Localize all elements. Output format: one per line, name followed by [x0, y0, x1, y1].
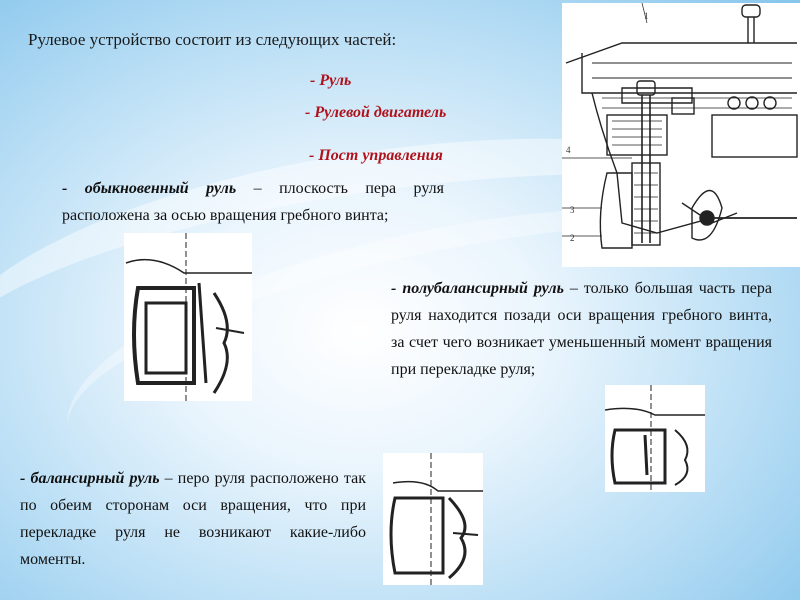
- semi-balanced-rudder-term: - полубалансирный руль: [391, 280, 564, 297]
- part-rudder: - Руль: [310, 72, 352, 89]
- ordinary-rudder-desc: – плоскость пера руля расположена за осью вращения гребного винта;: [62, 180, 444, 224]
- balanced-rudder-term: - балансирный руль: [20, 470, 160, 487]
- part-control-post: - Пост управления: [309, 147, 443, 164]
- diagram-label: 1: [644, 11, 649, 21]
- ordinary-rudder-sketch: [124, 233, 252, 401]
- diagram-label: 3: [570, 205, 575, 215]
- diagram-label: 4: [566, 145, 571, 155]
- diagram-label: 2: [570, 233, 575, 243]
- balanced-rudder-desc: – перо руля расположено так по обеим сторонам оси вращения, что при перекладке руля не возникают какие-либо моменты.: [20, 470, 366, 568]
- semi-balanced-rudder-text: [391, 275, 772, 383]
- part-steering-engine: - Рулевой двигатель: [305, 104, 447, 121]
- balanced-rudder-text: [20, 465, 366, 573]
- balanced-rudder-sketch: [383, 453, 483, 585]
- slide-heading: Рулевое устройство состоит из следующих частей:: [28, 30, 397, 49]
- steering-gear-diagram: [562, 3, 800, 267]
- ordinary-rudder-text: [62, 175, 444, 229]
- ordinary-rudder-term: - обыкновенный руль: [62, 180, 237, 197]
- semi-balanced-rudder-sketch: [605, 385, 705, 492]
- semi-balanced-rudder-desc: – только большая часть пера руля находится позади оси вращения гребного винта, за счет чего возникает уменьшенный момент вращения при перекладке руля;: [391, 280, 773, 378]
